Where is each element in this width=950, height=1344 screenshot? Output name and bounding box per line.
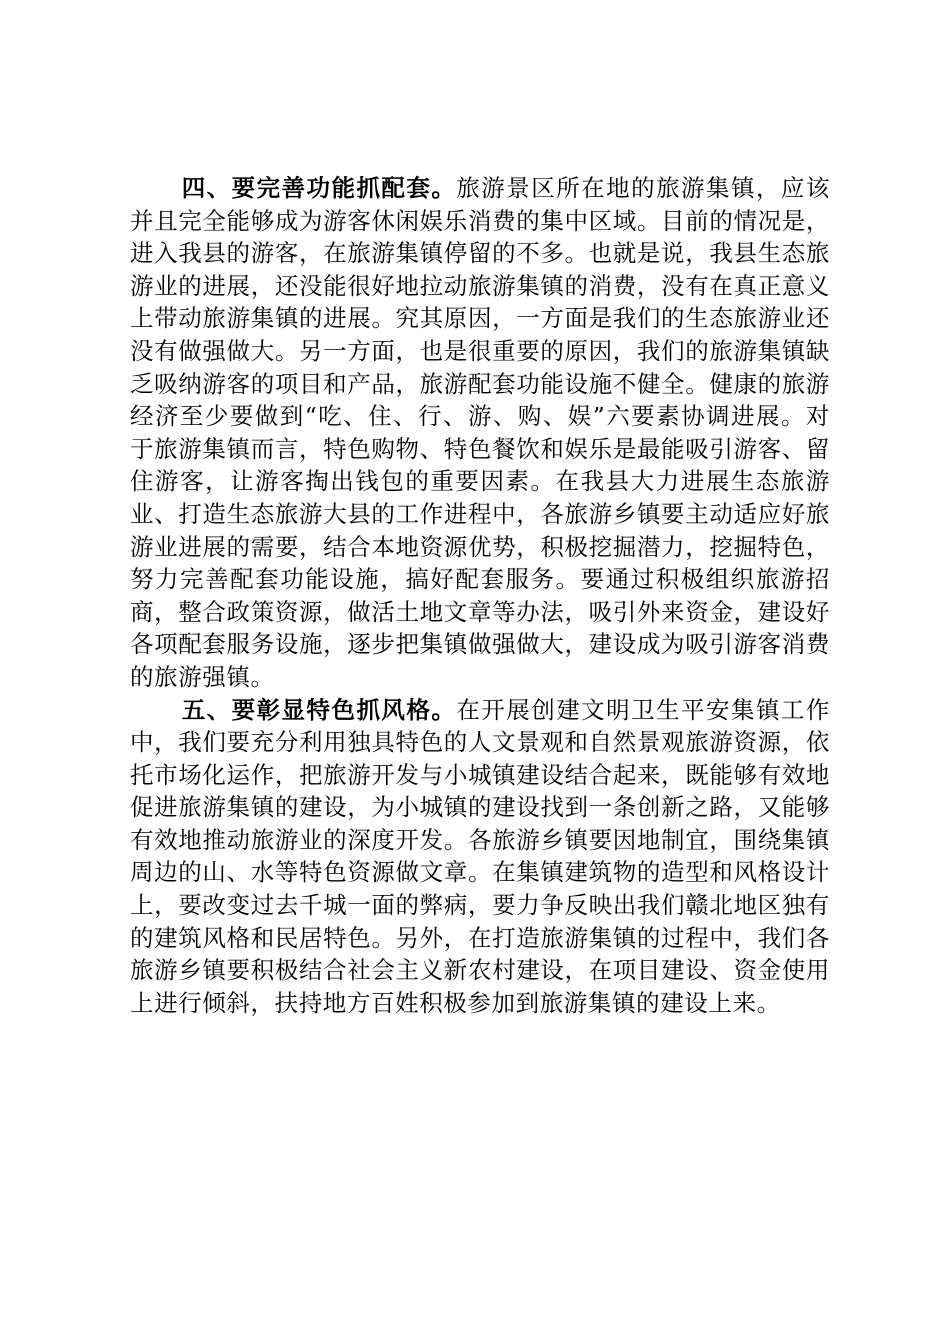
paragraph-five-heading: 五、要彰显特色抓风格。 [181,695,457,724]
paragraph-five [130,694,830,1020]
paragraph-four-body: 旅游景区所在地的旅游集镇，应该并且完全能够成为游客休闲娱乐消费的集中区域。目前的情况是，进入我县的游客，在旅游集镇停留的不多。也就是说，我县生态旅游业的进展，还没能很好地拉动旅游集镇的消费，没有在真正意义上带动旅游集镇的进展。究其原因，一方面是我们的生态旅游业还没有做强做大。另一方面，也是很重要的原因，我们的旅游集镇缺乏吸纳游客的项目和产品，旅游配套功能设施不健全。健康的旅游经济至少要做到“吃、住、行、游、购、娱”六要素协调进展。对于旅游集镇而言，特色购物、特色餐饮和娱乐是最能吸引游客、留住游客，让游客掏出钱包的重要因素。在我县大力进展生态旅游业、打造生态旅游大县的工作进程中，各旅游乡镇要主动适应好旅游业进展的需要，结合本地资源优势，积极挖掘潜力，挖掘特色，努力完善配套功能设施，搞好配套服务。要通过积极组织旅游招商，整合政策资源，做活土地文章等办法，吸引外来资金，建设好各项配套服务设施，逐步把集镇做强做大，建设成为吸引游客消费的旅游强镇。 [130,174,830,691]
document-page [130,172,830,1019]
paragraph-four-heading: 四、要完善功能抓配套。 [181,174,457,202]
paragraph-five-body: 在开展创建文明卫生平安集镇工作中，我们要充分利用独具特色的人文景观和自然景观旅游资源，依托市场化运作，把旅游开发与小城镇建设结合起来，既能够有效地促进旅游集镇的建设，为小城镇的建设找到一条创新之路，又能够有效地推动旅游业的深度开发。各旅游乡镇要因地制宜，围绕集镇周边的山、水等特色资源做文章。在集镇建筑物的造型和风格设计上，要改变过去千城一面的弊病，要力争反映出我们赣北地区独有的建筑风格和民居特色。另外，在打造旅游集镇的过程中，我们各旅游乡镇要积极结合社会主义新农村建设，在项目建设、资金使用上进行倾斜，扶持地方百姓积极参加到旅游集镇的建设上来。 [130,695,830,1017]
paragraph-four [130,172,830,694]
